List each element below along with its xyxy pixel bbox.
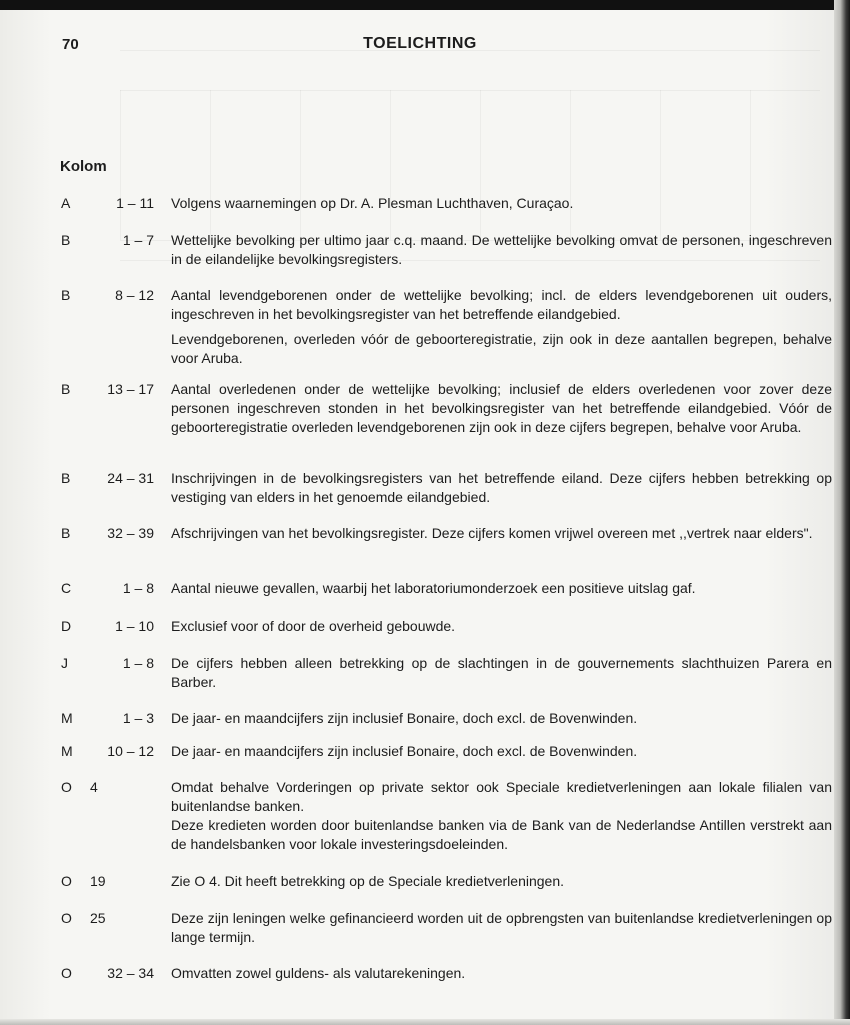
entry-column-range: 13 – 17 bbox=[107, 381, 154, 397]
book-spine-shadow bbox=[834, 0, 850, 1025]
entry-paragraph: De jaar- en maandcijfers zijn inclusief Bonaire, doch excl. de Bovenwinden. bbox=[171, 710, 638, 726]
entry-column-range: 1 – 3 bbox=[122, 710, 154, 726]
entry-description bbox=[171, 742, 832, 761]
entry-column-range: 24 – 31 bbox=[107, 470, 154, 486]
entry-table-letter: B bbox=[61, 232, 71, 248]
entry-table-letter: B bbox=[61, 525, 71, 541]
entry-description bbox=[171, 469, 832, 507]
entry-table-letter: C bbox=[61, 580, 72, 596]
entry-column-range: 1 – 11 bbox=[116, 195, 154, 211]
entry-table-letter: J bbox=[61, 655, 68, 671]
entry-paragraph: Omdat behalve Vorderingen op private sektor ook Speciale kredietverleningen aan lokale filialen van buitenlandse banken. bbox=[171, 779, 832, 814]
entry-description bbox=[171, 964, 832, 983]
entry-paragraph: Zie O 4. Dit heeft betrekking op de Speciale kredietverleningen. bbox=[171, 873, 565, 889]
entry-paragraph: Inschrijvingen in de bevolkingsregisters van het betreffende eiland. Deze cijfers hebben betrekking op vestiging van elders in het genoemde eilandgebied. bbox=[171, 470, 832, 505]
entry-paragraph: Afschrijvingen van het bevolkingsregister. Deze cijfers komen vrijwel overeen met ,,vertrek naar elders". bbox=[171, 525, 813, 541]
page-number: 70 bbox=[62, 36, 79, 53]
entry-description bbox=[171, 654, 832, 692]
entry-paragraph: Wettelijke bevolking per ultimo jaar c.q. maand. De wettelijke bevolking omvat de personen, ingeschreven in de eilandelijke bevolkingsregisters. bbox=[171, 232, 832, 267]
entry-table-letter: A bbox=[61, 195, 71, 211]
entry-description bbox=[171, 524, 832, 543]
entry-paragraph: Levendgeborenen, overleden vóór de geboorteregistratie, zijn ook in deze aantallen begrepen, behalve voor Aruba. bbox=[171, 331, 832, 366]
entry-paragraph: Aantal levendgeborenen onder de wettelijke bevolking; incl. de elders levendgeborenen uit ouders, ingeschreven in het bevolkingsregister van het betreffende eilandgebied. bbox=[171, 287, 832, 322]
entry-paragraph: Volgens waarnemingen op Dr. A. Plesman Luchthaven, Curaçao. bbox=[171, 195, 574, 211]
entry-column-range: 1 – 10 bbox=[115, 618, 154, 634]
entry-column-range: 32 – 34 bbox=[107, 965, 154, 981]
entry-column-range: 25 bbox=[90, 910, 106, 926]
entry-column-range: 1 – 8 bbox=[122, 580, 154, 596]
entry-column-range: 1 – 7 bbox=[122, 232, 154, 248]
entry-description bbox=[171, 617, 832, 636]
entry-description bbox=[171, 709, 832, 728]
column-heading: Kolom bbox=[60, 158, 107, 175]
page-title: TOELICHTING bbox=[363, 35, 477, 52]
entry-table-letter: O bbox=[61, 873, 72, 889]
entry-column-range: 1 – 8 bbox=[122, 655, 154, 671]
entry-description bbox=[171, 231, 832, 269]
entry-description bbox=[171, 194, 832, 213]
entry-description bbox=[171, 778, 832, 854]
entry-paragraph: Aantal nieuwe gevallen, waarbij het laboratoriumonderzoek een positieve uitslag gaf. bbox=[171, 580, 696, 596]
entry-table-letter: O bbox=[61, 779, 72, 795]
entry-column-range: 8 – 12 bbox=[115, 287, 154, 303]
entry-paragraph: De jaar- en maandcijfers zijn inclusief Bonaire, doch excl. de Bovenwinden. bbox=[171, 743, 638, 759]
entry-description bbox=[171, 909, 832, 947]
entry-table-letter: M bbox=[61, 743, 73, 759]
entry-column-range: 32 – 39 bbox=[107, 525, 154, 541]
entry-table-letter: B bbox=[61, 287, 71, 303]
entry-paragraph: Omvatten zowel guldens- als valutarekeningen. bbox=[171, 965, 466, 981]
page-bottom-edge bbox=[0, 1019, 850, 1025]
entry-paragraph: Deze zijn leningen welke gefinancieerd worden uit de opbrengsten van buitenlandse kredietverleningen op lange termijn. bbox=[171, 910, 832, 945]
entry-table-letter: O bbox=[61, 910, 72, 926]
entry-paragraph: Deze kredieten worden door buitenlandse banken via de Bank van de Nederlandse Antillen verstrekt aan de handelsbanken voor lokale investeringsdoeleinden. bbox=[171, 817, 832, 852]
entry-paragraph: Aantal overledenen onder de wettelijke bevolking; inclusief de elders overledenen voor zover deze personen ingeschreven stonden in het bevolkingsregister van het betreffende eilandgebied. Vóór de geboorteregistratie overleden levendgeborenen zijn ook in deze cijfers begrepen, behalve voor Aruba. bbox=[171, 381, 832, 435]
entry-column-range: 19 bbox=[90, 873, 106, 889]
scan-top-border bbox=[0, 0, 850, 10]
entry-table-letter: D bbox=[61, 618, 72, 634]
entry-column-range: 4 bbox=[90, 779, 98, 795]
entry-table-letter: O bbox=[61, 965, 72, 981]
entry-column-range: 10 – 12 bbox=[107, 743, 154, 759]
entry-table-letter: M bbox=[61, 710, 73, 726]
entry-paragraph: Exclusief voor of door de overheid gebouwde. bbox=[171, 618, 456, 634]
entry-table-letter: B bbox=[61, 470, 71, 486]
entry-description bbox=[171, 579, 832, 598]
entry-paragraph: De cijfers hebben alleen betrekking op de slachtingen in de gouvernements slachthuizen Parera en Barber. bbox=[171, 655, 832, 690]
entry-table-letter: B bbox=[61, 381, 71, 397]
entry-description bbox=[171, 380, 832, 437]
entry-description bbox=[171, 286, 832, 368]
entry-description bbox=[171, 872, 832, 891]
